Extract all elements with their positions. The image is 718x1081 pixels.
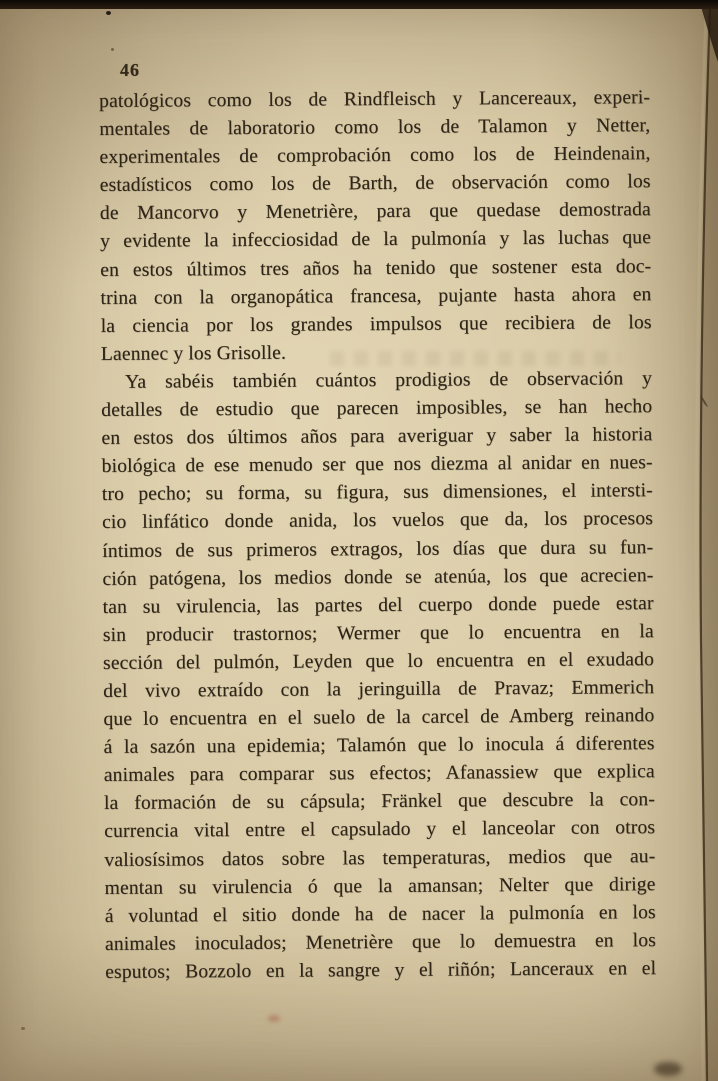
text-line: animales para comparar sus efectos; Afanassiew que explica <box>103 761 655 787</box>
text-line: á la sazón una epidemia; Talamón que lo inocula á diferentes <box>103 733 655 759</box>
text-line: tro pecho; su forma, su figura, sus dimensiones, el intersti- <box>101 480 653 506</box>
text-line: sin producir trastornos; Wermer que lo encuentra en la <box>102 620 654 646</box>
text-line: estadísticos como los de Barth, de observación como los <box>99 171 651 197</box>
text-line: tan su virulencia, las partes del cuerpo donde puede estar <box>102 592 654 618</box>
text-line: patológicos como los de Rindfleisch y Lancereaux, experi- <box>99 87 651 112</box>
photo-top-edge <box>0 0 718 9</box>
text-line: y evidente la infecciosidad de la pulmonía y las luchas que <box>100 227 652 253</box>
ink-speck <box>21 1027 25 1030</box>
text-line: de Mancorvo y Menetrière, para que quedase demostrada <box>99 199 651 225</box>
paragraph <box>101 365 656 987</box>
text-line: Laennec y los Grisolle. <box>100 342 287 365</box>
text-line: en estos últimos tres años ha tenido que sostener esta doc- <box>100 255 652 281</box>
text-line: currencia vital entre el capsulado y el lanceolar con otros <box>104 817 656 843</box>
text-line: ción patógena, los medios donde se atenúa, los que acrecien- <box>102 564 654 590</box>
text-line: mentales de laboratorio como los de Talamon y Netter, <box>99 115 651 141</box>
text-line: Ya sabéis también cuántos prodigios de observación y <box>124 368 653 393</box>
text-line: sección del pulmón, Leyden que lo encuentra en el exudado <box>102 649 655 674</box>
text-line: cio linfático donde anida, los vuelos que da, los procesos <box>101 508 654 534</box>
text-line: la ciencia por los grandes impulsos que recibiera de los <box>100 311 652 337</box>
text-line: valiosísimos datos sobre las temperaturas, medios que au- <box>104 845 656 871</box>
text-line: que lo encuentra en el suelo de la carcel de Amberg reinando <box>103 705 655 731</box>
text-line: del vivo extraído con la jeringuilla de Pravaz; Emmerich <box>103 677 655 702</box>
text-line: detalles de estudio que parecen imposibles, se han hecho <box>101 396 653 422</box>
ink-speck <box>106 11 111 15</box>
text-line: trina con la organopática francesa, pujante hasta ahora en <box>100 283 652 309</box>
text-line: animales inoculados; Menetrière que lo demuestra en los <box>104 929 657 955</box>
text-line: experimentales de comprobación como los de Heindenain, <box>99 143 651 169</box>
stain <box>654 1062 682 1076</box>
text-line: la formación de su cápsula; Fränkel que descubre la con- <box>103 789 656 815</box>
text-line: esputos; Bozzolo en la sangre y el riñón; Lanceraux en el <box>105 958 657 983</box>
text-line: mentan su virulencia ó que la amansan; Nelter que dirige <box>104 873 656 899</box>
text-line: biológica de ese menudo ser que nos diezma al anidar en nues- <box>101 452 653 478</box>
text-block <box>99 84 656 987</box>
stain <box>268 1015 280 1022</box>
page-number: 46 <box>120 60 140 80</box>
text-line: íntimos de sus primeros extragos, los días que dura su fun- <box>102 536 654 562</box>
text-line: en estos dos últimos años para averiguar y saber la historia <box>101 424 653 450</box>
text-line: á voluntad el sitio donde ha de nacer la pulmonía en los <box>104 901 656 927</box>
paragraph <box>99 84 652 369</box>
ink-speck <box>111 48 114 51</box>
